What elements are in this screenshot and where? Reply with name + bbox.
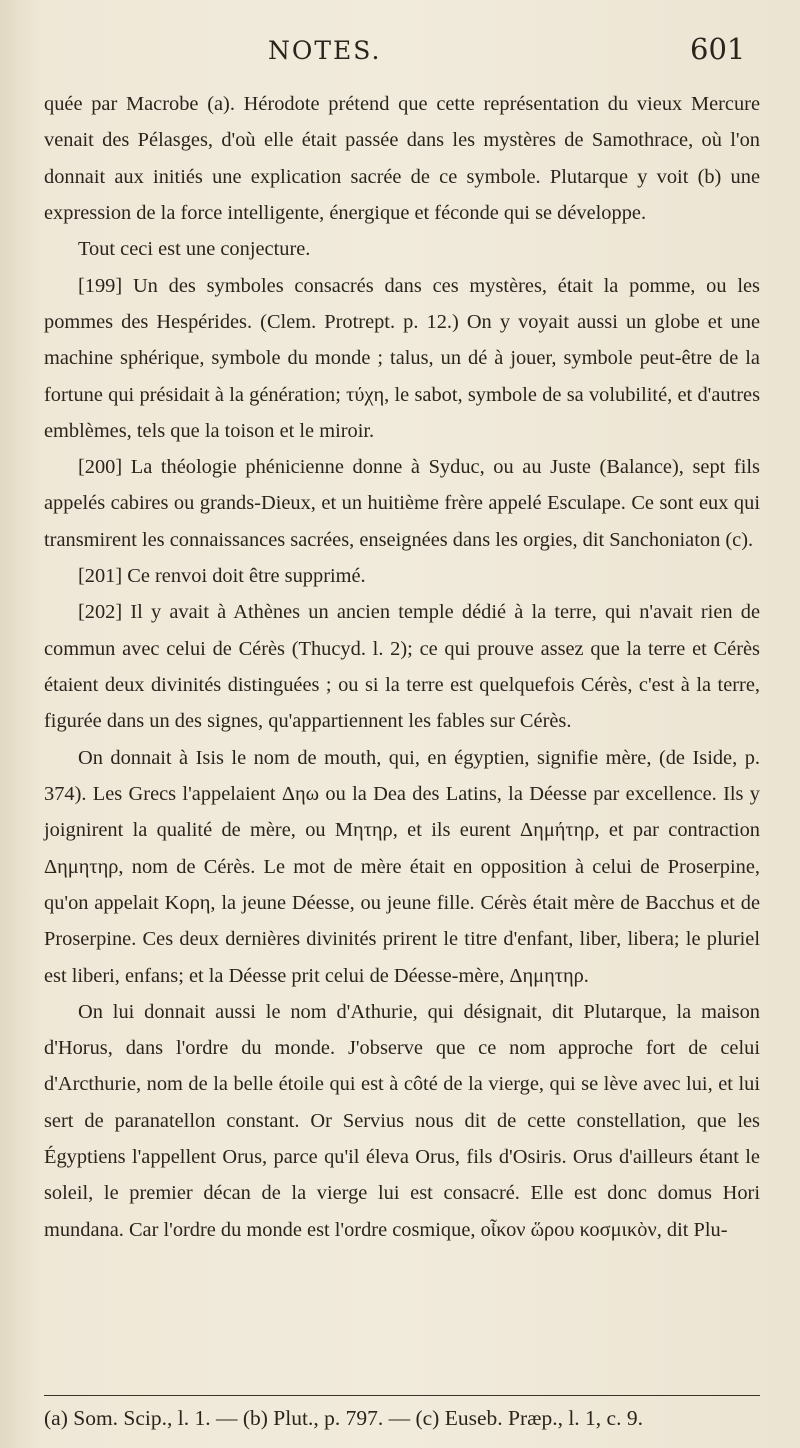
- note-199: [199] Un des symboles consacrés dans ces mystères, était la pomme, ou les pommes des Hespérides. (Clem. Protrept. p. 12.) On y voyait aussi un globe et une machine sphérique, symbole du monde ; talus, un dé à jouer, symbole peut-être de la fortune qui présidait à la génération; τύχη, le sabot, symbole de sa volubilité, et d'autres emblèmes, tels que la toison et le miroir.: [44, 274, 760, 442]
- note-202: [202] Il y avait à Athènes un ancien temple dédié à la terre, qui n'avait rien de commun avec celui de Cérès (Thucyd. l. 2); ce qui prouve assez que la terre et Cérès étaient deux divinités distinguées ; ou si la terre est quelquefois Cérès, c'est à la terre, figurée dans un des signes, qu'appartiennent les fables sur Cérès.: [44, 601, 760, 733]
- footnote-rule: [44, 1395, 760, 1396]
- note-201: [201] Ce renvoi doit être supprimé.: [78, 565, 366, 588]
- paragraph-conjecture: Tout ceci est une conjecture.: [78, 238, 311, 261]
- paragraph-continuation: quée par Macrobe (a). Hérodote prétend que cette représentation du vieux Mercure venait des Pélasges, d'où elle était passée dans les mystères de Samothrace, où l'on donnait aux initiés une explication sacrée de ce symbole. Plutarque y voit (b) une expression de la force intelligente, énergique et féconde qui se développe.: [44, 93, 760, 224]
- page-number: 601: [690, 32, 746, 66]
- body-text: [44, 86, 760, 1248]
- running-title: NOTES.: [268, 36, 382, 65]
- footnotes: (a) Som. Scip., l. 1. — (b) Plut., p. 797. — (c) Euseb. Præp., l. 1, c. 9.: [44, 1406, 643, 1430]
- paragraph-isis: On donnait à Isis le nom de mouth, qui, en égyptien, signifie mère, (de Iside, p. 374). Les Grecs l'appelaient Δηω ou la Dea des Latins, la Déesse par excellence. Ils y joignirent la qualité de mère, ou Μητηρ, et ils eurent Δημήτηρ, et par contraction Δημητηρ, nom de Cérès. Le mot de mère était en opposition à celui de Proserpine, qu'on appelait Κορη, la jeune Déesse, ou jeune fille. Cérès était mère de Bacchus et de Proserpine. Ces deux dernières divinités prirent le titre d'enfant, liber, libera; le pluriel est liberi, enfans; et la Déesse prit celui de Déesse-mère, Δημητηρ.: [44, 746, 760, 987]
- paragraph-athurie: On lui donnait aussi le nom d'Athurie, qui désignait, dit Plutarque, la maison d'Horus, dans l'ordre du monde. J'observe que ce nom approche fort de celui d'Arcthurie, nom de la belle étoile qui est à côté de la vierge, qui se lève avec lui, et lui sert de paranatellon constant. Or Servius nous dit de cette constellation, que les Égyptiens l'appellent Orus, parce qu'il éleva Orus, fils d'Osiris. Orus d'ailleurs étant le soleil, le premier décan de la vierge lui est consacré. Elle est donc domus Hori mundana. Car l'ordre du monde est l'ordre cosmique, οἶκον ὥρου κοσμικὸν, dit Plu-: [44, 1000, 760, 1241]
- page-header: [0, 32, 800, 76]
- note-200: [200] La théologie phénicienne donne à Syduc, ou au Juste (Balance), sept fils appelés cabires ou grands-Dieux, et un huitième frère appelé Esculape. Ce sont eux qui transmirent les connaissances sacrées, enseignées dans les orgies, dit Sanchoniaton (c).: [44, 456, 760, 551]
